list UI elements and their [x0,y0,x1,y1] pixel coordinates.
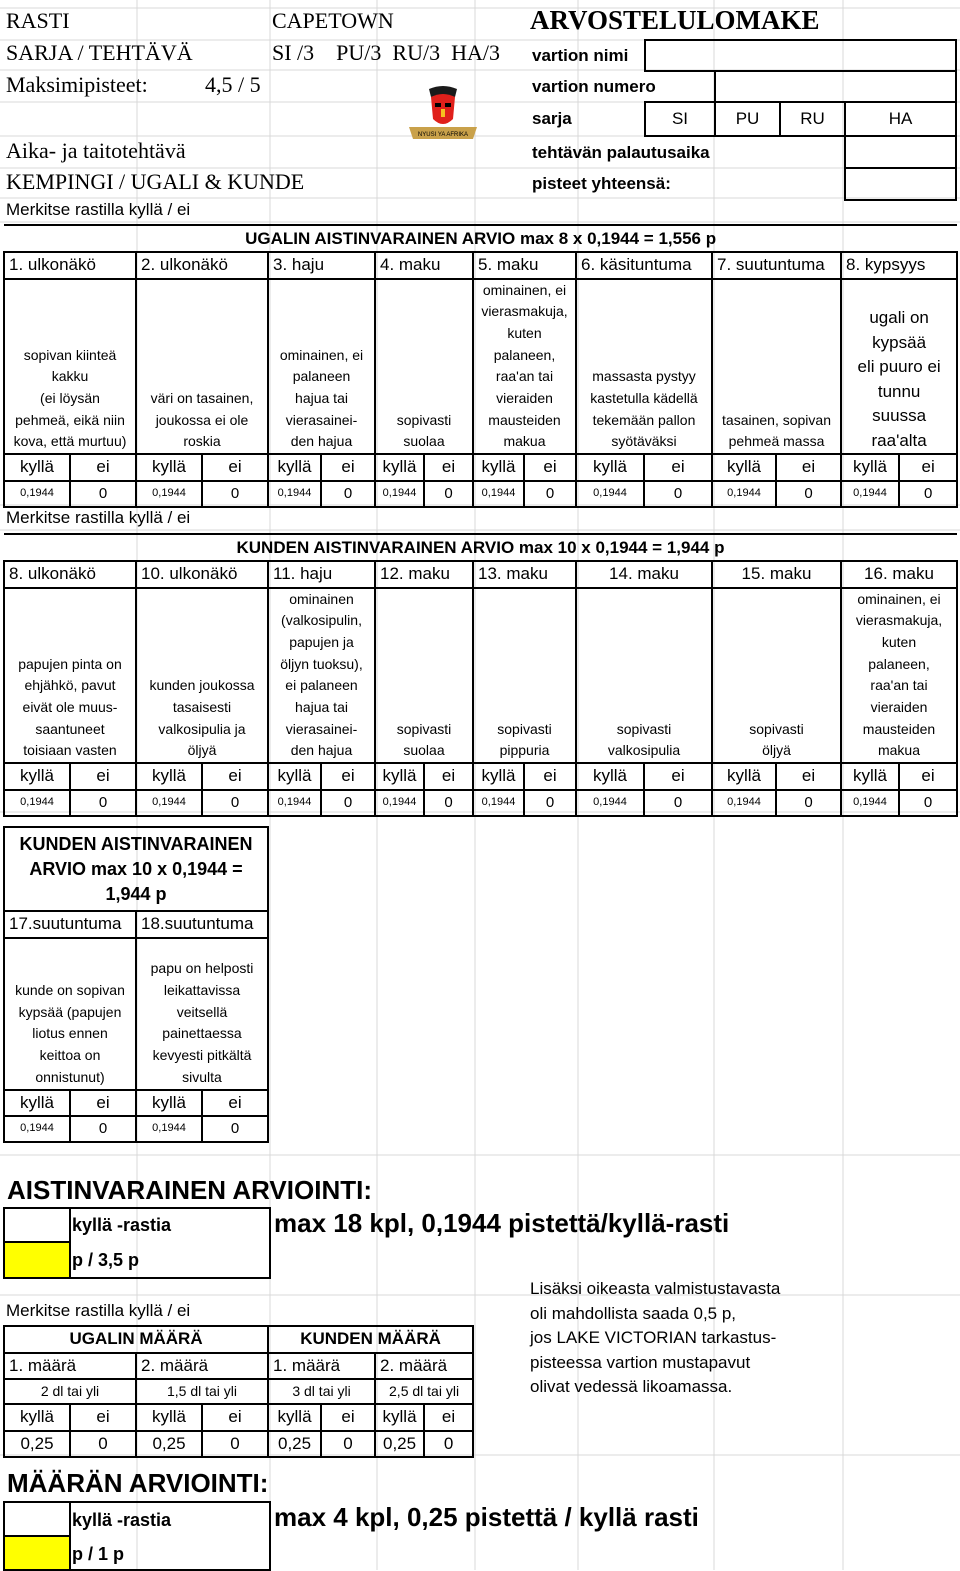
zero-value: 0 [644,790,712,816]
kunde-yes-no-row [4,763,957,790]
point-value: 0,1944 [268,481,321,507]
ugali-header-6: 6. käsituntuma [576,252,712,279]
sensory-max-text: max 18 kpl, 0,1944 pistettä/kyllä-rasti [274,1208,730,1238]
kunde-header-4: 12. maku [375,561,473,588]
ugali-desc-7: tasainen, sopivan pehmeä massa [712,279,841,455]
ugali-header-3: 3. haju [268,252,375,279]
quantity-amount-1: 2 dl tai yli [4,1379,136,1404]
no-checkbox[interactable]: ei [524,454,576,481]
kunde-desc-7: sopivasti öljyä [712,588,841,764]
quantity-header-2: 2. määrä [136,1353,268,1380]
zero-value: 0 [644,481,712,507]
zero-value: 0 [70,1116,136,1142]
zero-value: 0 [321,481,375,507]
yes-checkbox[interactable]: kyllä [4,1090,70,1117]
ugali-desc-5: ominainen, ei vierasmakuja, kuten palaneen, raa'an tai vieraiden mausteiden makua [473,279,576,455]
kunde-table [3,533,958,817]
zero-value: 0 [202,1431,268,1458]
return-time-label: tehtävän palautusaika [532,142,710,162]
ugali-header-4: 4. maku [375,252,473,279]
yes-checkbox[interactable]: kyllä [4,763,70,790]
sarja-value: SI /3 PU/3 RU/3 HA/3 [272,40,500,65]
point-value: 0,1944 [136,790,202,816]
point-value: 0,1944 [268,790,321,816]
ugali-title: UGALIN AISTINVARAINEN ARVIO max 8 x 0,1944 = 1,556 p [4,225,957,252]
yes-checkbox[interactable]: kyllä [4,454,70,481]
task-name: KEMPINGI / UGALI & KUNDE [6,169,305,194]
point-value: 0,1944 [576,481,644,507]
sensory-points-label: p / 3,5 p [72,1250,140,1270]
point-value: 0,1944 [375,790,424,816]
quantity-amount-4: 2,5 dl tai yli [375,1379,473,1404]
yes-checkbox[interactable]: kyllä [375,763,424,790]
quantity-max-text: max 4 kpl, 0,25 pistettä / kyllä rasti [274,1502,699,1532]
ugali-yes-no-row [4,454,957,481]
team-number-label: vartion numero [528,71,715,102]
kunde-mouthfeel-table [3,826,269,1143]
kunde-desc-17: kunde on sopivan kypsää (papujen liotus ennen keittoa on onnistunut) [4,938,136,1090]
no-checkbox[interactable]: ei [644,763,712,790]
quantity-amount-3: 3 dl tai yli [268,1379,375,1404]
yes-checkbox[interactable]: kyllä [576,454,644,481]
ugali-header-1: 1. ulkonäkö [4,252,136,279]
zero-value: 0 [424,1431,473,1458]
no-checkbox[interactable]: ei [70,1404,136,1431]
zero-value: 0 [202,1116,268,1142]
quantity-yes-count-label: kyllä -rastia [72,1510,172,1530]
no-checkbox[interactable]: ei [899,763,957,790]
quantity-point-value: 0,25 [375,1431,424,1458]
no-checkbox[interactable]: ei [202,454,268,481]
yes-checkbox[interactable]: kyllä [375,1404,424,1431]
zero-value: 0 [899,790,957,816]
task-type: Aika- ja taitotehtävä [6,138,186,163]
yes-checkbox[interactable]: kyllä [268,454,321,481]
zero-value: 0 [70,1431,136,1458]
ugali-desc-4: sopivasti suolaa [375,279,473,455]
team-info-table [528,39,957,201]
series-ha[interactable]: HA [845,102,956,136]
sensory-yes-count-box[interactable] [3,1207,71,1243]
rasti-label: RASTI [6,8,70,33]
mark-instruction: Merkitse rastilla kyllä / ei [6,200,191,219]
zero-value: 0 [70,790,136,816]
no-checkbox[interactable]: ei [70,454,136,481]
return-time-field[interactable] [845,136,956,168]
ugali-header-8: 8. kypsyys [841,252,957,279]
no-checkbox[interactable]: ei [202,1090,268,1117]
zero-value: 0 [202,790,268,816]
yes-checkbox[interactable]: kyllä [712,454,776,481]
no-checkbox[interactable]: ei [424,1404,473,1431]
no-checkbox[interactable]: ei [321,763,375,790]
point-value: 0,1944 [4,1116,70,1142]
kunde-header-17: 17.suutuntuma [4,911,136,938]
yes-checkbox[interactable]: kyllä [268,1404,321,1431]
team-number-field[interactable] [715,71,956,102]
no-checkbox[interactable]: ei [424,454,473,481]
quantity-amount-2: 1,5 dl tai yli [136,1379,268,1404]
yes-checkbox[interactable]: kyllä [841,763,899,790]
kunde-header-8: 16. maku [841,561,957,588]
zero-value: 0 [524,790,576,816]
ugali-desc-8: ugali on kypsää eli puuro ei tunnu suussa raa'alta [841,279,957,455]
team-name-label: vartion nimi [528,40,645,71]
kunde-desc-4: sopivasti suolaa [375,588,473,764]
ugali-header-2: 2. ulkonäkö [136,252,268,279]
extra-points-note: Lisäksi oikeasta valmistustavasta oli mahdollista saada 0,5 p, jos LAKE VICTORIAN tarkastus- pisteessa vartion mustapavut olivat vedessä likoamassa. [530,1279,781,1397]
point-value: 0,1944 [841,790,899,816]
kunde-header-7: 15. maku [712,561,841,588]
logo-text: NYUSI YA AFRIKA [417,132,469,138]
point-value: 0,1944 [136,1116,202,1142]
quantity-header-1: 1. määrä [4,1353,136,1380]
no-checkbox[interactable]: ei [202,1404,268,1431]
quantity-points-box[interactable] [3,1535,71,1571]
kunde-desc-1: papujen pinta on ehjähkö, pavut eivät ole muus- saantuneet toisiaan vasten [4,588,136,764]
point-value: 0,1944 [841,481,899,507]
ugali-header-7: 7. suutuntuma [712,252,841,279]
series-ru[interactable]: RU [780,102,845,136]
quantity-table [3,1325,474,1458]
yes-checkbox[interactable]: kyllä [473,454,524,481]
point-value: 0,1944 [4,481,70,507]
quantity-eval-title: MÄÄRÄN ARVIOINTI: [7,1468,269,1498]
zero-value: 0 [321,1431,375,1458]
ugali-desc-3: ominainen, ei palaneen hajua tai vierasainei- den hajua [268,279,375,455]
zero-value: 0 [776,481,841,507]
ugali-table [3,224,958,508]
ugali-points-row [4,481,957,507]
ugali-quantity-title: UGALIN MÄÄRÄ [4,1326,268,1353]
kunde-quantity-title: KUNDEN MÄÄRÄ [268,1326,473,1353]
yes-checkbox[interactable]: kyllä [4,1404,70,1431]
sensory-points-box[interactable] [3,1241,71,1279]
kunde-header-1: 8. ulkonäkö [4,561,136,588]
sensory-eval-title: AISTINVARAINEN ARVIOINTI: [7,1175,372,1205]
kunde-title: KUNDEN AISTINVARAINEN ARVIO max 10 x 0,1944 = 1,944 p [4,534,957,561]
quantity-header-3: 1. määrä [268,1353,375,1380]
total-points-label: pisteet yhteensä: [532,174,671,194]
ugali-desc-6: massasta pystyy kastetulla kädellä tekemään pallon syötäväksi [576,279,712,455]
point-value: 0,1944 [576,790,644,816]
kunde-desc-2: kunden joukossa tasaisesti valkosipulia ja öljyä [136,588,268,764]
quantity-point-value: 0,25 [4,1431,70,1458]
zero-value: 0 [776,790,841,816]
zero-value: 0 [899,481,957,507]
point-value: 0,1944 [473,481,524,507]
mark-instruction-3: Merkitse rastilla kyllä / ei [6,1301,191,1320]
kunde-desc-18: papu on helposti leikattavissa veitsellä painettaessa kevyesti pitkältä sivulta [136,938,268,1090]
zero-value: 0 [202,481,268,507]
series-pu[interactable]: PU [715,102,780,136]
kunde-points-row [4,790,957,816]
sarja-label: SARJA / TEHTÄVÄ [6,40,193,65]
yes-checkbox[interactable]: kyllä [136,454,202,481]
quantity-header-4: 2. määrä [375,1353,473,1380]
quantity-yes-count-box[interactable] [3,1501,71,1537]
kunde-desc-5: sopivasti pippuria [473,588,576,764]
rasti-value: CAPETOWN [272,8,394,33]
yes-checkbox[interactable]: kyllä [136,1090,202,1117]
no-checkbox[interactable]: ei [321,454,375,481]
yes-checkbox[interactable]: kyllä [473,763,524,790]
sensory-yes-count-label: kyllä -rastia [72,1215,172,1235]
no-checkbox[interactable]: ei [644,454,712,481]
kunde-header-18: 18.suutuntuma [136,911,268,938]
point-value: 0,1944 [473,790,524,816]
no-checkbox[interactable]: ei [321,1404,375,1431]
africa-mask-logo [407,85,479,143]
point-value: 0,1944 [712,481,776,507]
kunde-header-6: 14. maku [576,561,712,588]
quantity-point-value: 0,25 [268,1431,321,1458]
point-value: 0,1944 [712,790,776,816]
no-checkbox[interactable]: ei [424,763,473,790]
ugali-desc-1: sopivan kiinteä kakku (ei löysän pehmeä, eikä niin kova, että murtuu) [4,279,136,455]
ugali-header-5: 5. maku [473,252,576,279]
zero-value: 0 [70,481,136,507]
yes-checkbox[interactable]: kyllä [375,454,424,481]
zero-value: 0 [524,481,576,507]
yes-checkbox[interactable]: kyllä [136,763,202,790]
zero-value: 0 [321,790,375,816]
kunde-desc-8: ominainen, ei vierasmakuja, kuten palaneen, raa'an tai vieraiden mausteiden makua [841,588,957,764]
mark-instruction-2: Merkitse rastilla kyllä / ei [6,508,191,527]
point-value: 0,1944 [375,481,424,507]
kunde-header-2: 10. ulkonäkö [136,561,268,588]
no-checkbox[interactable]: ei [899,454,957,481]
kunde-desc-6: sopivasti valkosipulia [576,588,712,764]
total-points-field[interactable] [845,168,956,200]
zero-value: 0 [424,481,473,507]
series-label: sarja [528,102,645,136]
no-checkbox[interactable]: ei [202,763,268,790]
ugali-desc-2: väri on tasainen, joukossa ei ole roskia [136,279,268,455]
yes-checkbox[interactable]: kyllä [576,763,644,790]
no-checkbox[interactable]: ei [776,763,841,790]
no-checkbox[interactable]: ei [70,763,136,790]
no-checkbox[interactable]: ei [524,763,576,790]
series-si[interactable]: SI [645,102,715,136]
no-checkbox[interactable]: ei [70,1090,136,1117]
zero-value: 0 [424,790,473,816]
yes-checkbox[interactable]: kyllä [268,763,321,790]
quantity-points-label: p / 1 p [72,1544,125,1564]
team-name-field[interactable] [645,40,956,71]
no-checkbox[interactable]: ei [776,454,841,481]
point-value: 0,1944 [4,790,70,816]
quantity-point-value: 0,25 [136,1431,202,1458]
kunde-header-5: 13. maku [473,561,576,588]
kunde-header-3: 11. haju [268,561,375,588]
max-points-label: Maksimipisteet: [6,72,148,97]
point-value: 0,1944 [136,481,202,507]
max-points-value: 4,5 / 5 [205,72,261,97]
yes-checkbox[interactable]: kyllä [712,763,776,790]
kunde-desc-3: ominainen (valkosipulin, papujen ja öljyn tuoksu), ei palaneen hajua tai vierasainei- den hajua [268,588,375,764]
form-title: ARVOSTELULOMAKE [530,5,820,35]
yes-checkbox[interactable]: kyllä [136,1404,202,1431]
kunde-box-title: KUNDEN AISTINVARAINEN ARVIO max 10 x 0,1944 = 1,944 p [4,827,268,911]
yes-checkbox[interactable]: kyllä [841,454,899,481]
